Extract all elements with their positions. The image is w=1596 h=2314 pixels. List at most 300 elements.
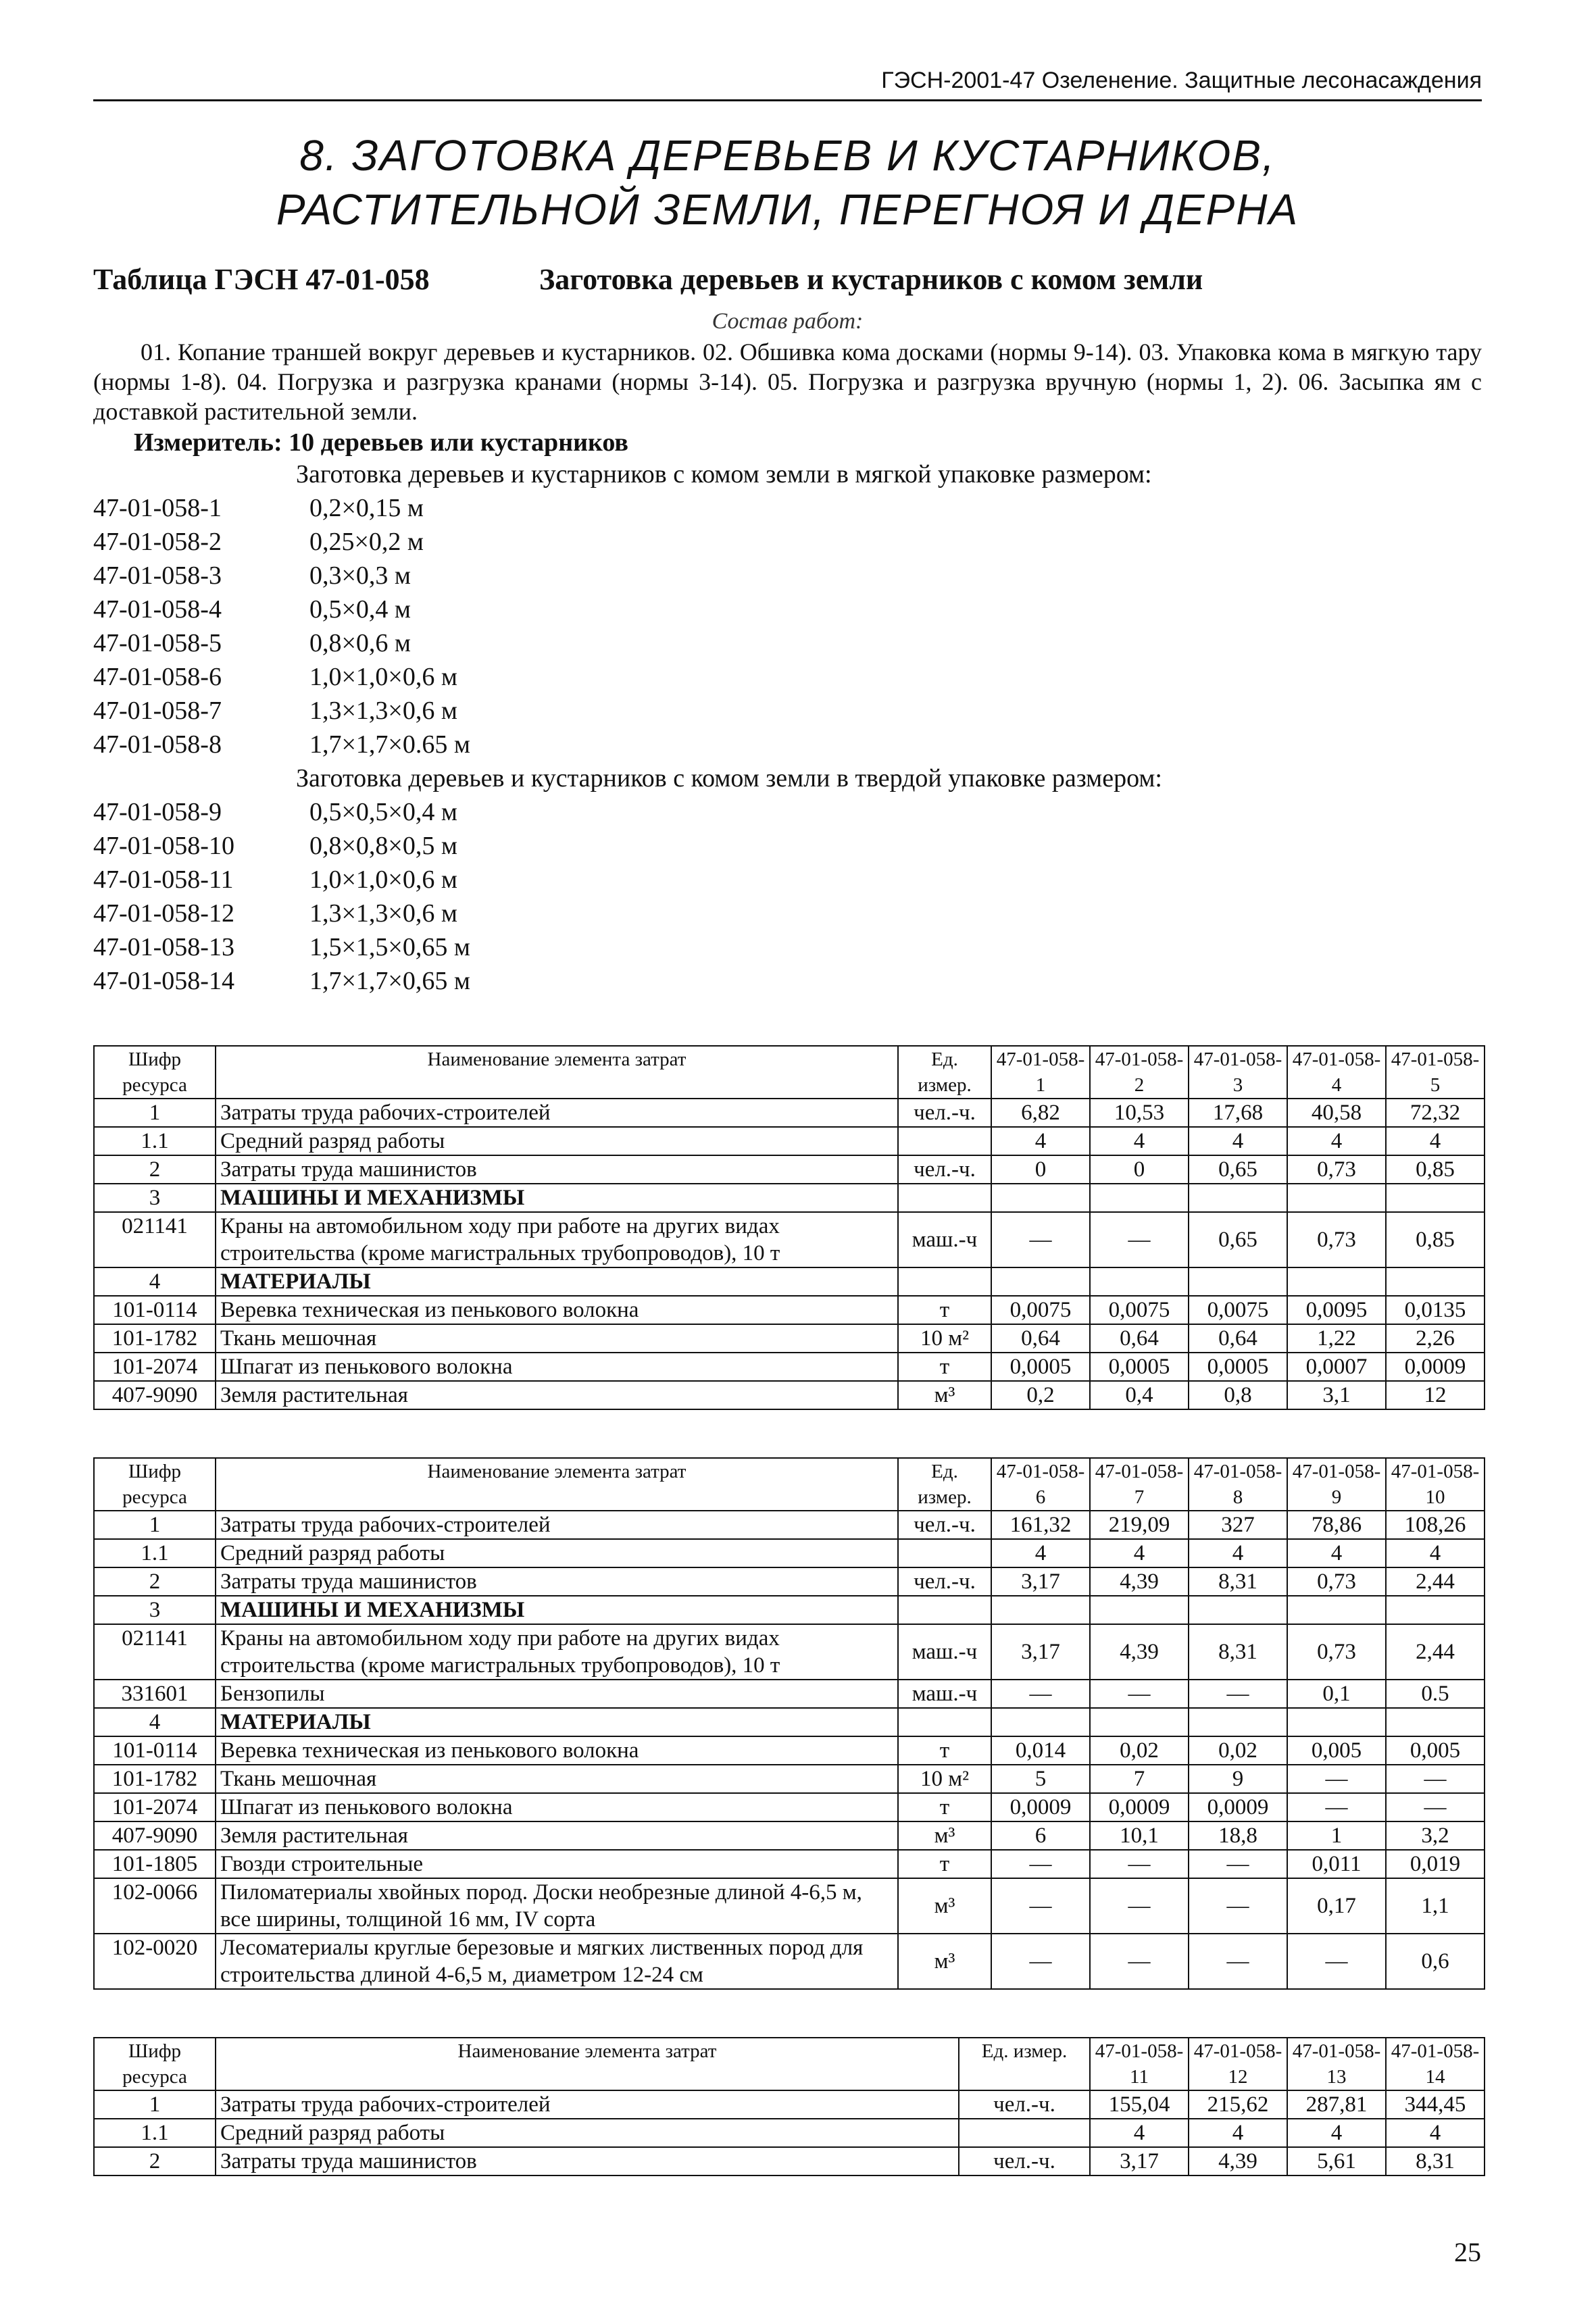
header-norm: 47-01-058-9 bbox=[1287, 1458, 1386, 1511]
value-cell: 0,65 bbox=[1189, 1155, 1287, 1184]
unit-cell: чел.-ч. bbox=[898, 1155, 991, 1184]
header-code: Шифр ресурса bbox=[94, 2038, 216, 2090]
value-cell: 0,0135 bbox=[1386, 1296, 1485, 1324]
norm-item bbox=[93, 795, 1482, 829]
value-cell bbox=[1189, 1596, 1287, 1624]
value-cell: — bbox=[1386, 1793, 1485, 1821]
resource-code: 101-0114 bbox=[94, 1296, 216, 1324]
norm-size: 0,5×0,5×0,4 м bbox=[309, 798, 457, 826]
norm-item bbox=[93, 525, 1482, 559]
resource-name: Затраты труда машинистов bbox=[216, 2147, 959, 2175]
value-cell: 0,4 bbox=[1090, 1381, 1189, 1409]
resource-name: Бензопилы bbox=[216, 1680, 898, 1708]
header-norm: 47-01-058-7 bbox=[1090, 1458, 1189, 1511]
value-cell: 0,0075 bbox=[991, 1296, 1090, 1324]
header-norm: 47-01-058-11 bbox=[1090, 2038, 1189, 2090]
table-row bbox=[94, 1765, 1485, 1793]
value-cell: 10,1 bbox=[1090, 1821, 1189, 1850]
value-cell: 155,04 bbox=[1090, 2090, 1189, 2119]
value-cell: — bbox=[1189, 1934, 1287, 1989]
norm-code: 47-01-058-7 bbox=[93, 697, 222, 725]
norm-code: 47-01-058-4 bbox=[93, 595, 222, 624]
unit-cell: 10 м² bbox=[898, 1324, 991, 1353]
value-cell bbox=[1189, 1267, 1287, 1296]
value-cell bbox=[991, 1596, 1090, 1624]
resource-table bbox=[93, 2037, 1485, 2176]
value-cell: 327 bbox=[1189, 1511, 1287, 1539]
norm-code: 47-01-058-10 bbox=[93, 832, 234, 860]
table-row bbox=[94, 2119, 1485, 2147]
resource-name: Средний разряд работы bbox=[216, 1127, 898, 1155]
value-cell: 4 bbox=[1090, 1539, 1189, 1567]
table-name: Заготовка деревьев и кустарников с комом земли bbox=[539, 263, 1203, 296]
value-cell: 4 bbox=[991, 1127, 1090, 1155]
resource-name: Средний разряд работы bbox=[216, 2119, 959, 2147]
table-row bbox=[94, 1821, 1485, 1850]
section-title-line1: 8. ЗАГОТОВКА ДЕРЕВЬЕВ И КУСТАРНИКОВ, bbox=[299, 131, 1276, 180]
value-cell bbox=[1189, 1184, 1287, 1212]
document-page bbox=[93, 68, 1482, 2176]
resource-name: Затраты труда машинистов bbox=[216, 1155, 898, 1184]
value-cell: 4,39 bbox=[1090, 1567, 1189, 1596]
value-cell: 3,2 bbox=[1386, 1821, 1485, 1850]
header-unit: Ед. измер. bbox=[898, 1458, 991, 1511]
value-cell: 17,68 bbox=[1189, 1099, 1287, 1127]
unit-cell bbox=[898, 1596, 991, 1624]
value-cell: 0,0005 bbox=[1189, 1353, 1287, 1381]
value-cell: 4 bbox=[1287, 1539, 1386, 1567]
resource-name: Затраты труда рабочих-строителей bbox=[216, 2090, 959, 2119]
value-cell: 0 bbox=[1090, 1155, 1189, 1184]
resource-name: Затраты труда рабочих-строителей bbox=[216, 1511, 898, 1539]
table-row bbox=[94, 1934, 1485, 1989]
value-cell: 4 bbox=[1090, 2119, 1189, 2147]
header-norm: 47-01-058-2 bbox=[1090, 1046, 1189, 1099]
value-cell: — bbox=[991, 1850, 1090, 1878]
section-row bbox=[94, 1184, 1485, 1212]
value-cell: 0,8 bbox=[1189, 1381, 1287, 1409]
header-norm: 47-01-058-10 bbox=[1386, 1458, 1485, 1511]
header-unit: Ед. измер. bbox=[898, 1046, 991, 1099]
norm-item bbox=[93, 897, 1482, 930]
value-cell: 0,85 bbox=[1386, 1212, 1485, 1267]
value-cell: — bbox=[1090, 1680, 1189, 1708]
norm-code: 47-01-058-3 bbox=[93, 561, 222, 590]
header-norm: 47-01-058-8 bbox=[1189, 1458, 1287, 1511]
norm-size: 0,2×0,15 м bbox=[309, 494, 424, 522]
table-row bbox=[94, 1381, 1485, 1409]
header-name: Наименование элемента затрат bbox=[216, 1046, 898, 1099]
value-cell: 0,0075 bbox=[1189, 1296, 1287, 1324]
value-cell bbox=[1287, 1596, 1386, 1624]
value-cell: 12 bbox=[1386, 1381, 1485, 1409]
value-cell: 1 bbox=[1287, 1821, 1386, 1850]
resource-name: Ткань мешочная bbox=[216, 1765, 898, 1793]
value-cell: — bbox=[1090, 1934, 1189, 1989]
resource-code: 2 bbox=[94, 2147, 216, 2175]
value-cell: — bbox=[991, 1212, 1090, 1267]
value-cell: — bbox=[1189, 1850, 1287, 1878]
resource-name: Лесоматериалы круглые березовые и мягких лиственных пород для строительства длиной 4-6,5 м, диаметром 12-24 см bbox=[216, 1934, 898, 1989]
unit-cell bbox=[898, 1539, 991, 1567]
norm-item bbox=[93, 626, 1482, 660]
composition-text: 01. Копание траншей вокруг деревьев и кустарников. 02. Обшивка кома досками (нормы 9-14). 03. Упаковка кома в мягкую тару (нормы 1-8). 04. Погрузка и разгрузка кранами (нормы 3-14). 05. Погрузка и разгрузка вручную (нормы 1, 2). 06. Засыпка ям с доставкой растительной земли. bbox=[93, 338, 1482, 425]
table-row bbox=[94, 1296, 1485, 1324]
norm-code: 47-01-058-6 bbox=[93, 663, 222, 691]
table-row bbox=[94, 2090, 1485, 2119]
norm-item bbox=[93, 728, 1482, 761]
value-cell: 72,32 bbox=[1386, 1099, 1485, 1127]
table-row bbox=[94, 2147, 1485, 2175]
value-cell: 3,1 bbox=[1287, 1381, 1386, 1409]
table-row bbox=[94, 1736, 1485, 1765]
value-cell: 108,26 bbox=[1386, 1511, 1485, 1539]
value-cell: 0,73 bbox=[1287, 1624, 1386, 1680]
norm-item bbox=[93, 964, 1482, 998]
value-cell bbox=[1090, 1267, 1189, 1296]
section-name: МАШИНЫ И МЕХАНИЗМЫ bbox=[216, 1184, 898, 1212]
table-row bbox=[94, 1624, 1485, 1680]
table-header-row bbox=[94, 1046, 1485, 1099]
resource-name: Земля растительная bbox=[216, 1821, 898, 1850]
unit-cell: т bbox=[898, 1850, 991, 1878]
value-cell: 3,17 bbox=[1090, 2147, 1189, 2175]
norm-size: 0,3×0,3 м bbox=[309, 561, 411, 590]
unit-cell: чел.-ч. bbox=[959, 2147, 1090, 2175]
unit-cell: м³ bbox=[898, 1934, 991, 1989]
table-row bbox=[94, 1511, 1485, 1539]
resource-code: 101-1782 bbox=[94, 1324, 216, 1353]
resource-code: 4 bbox=[94, 1267, 216, 1296]
norm-size: 0,25×0,2 м bbox=[309, 528, 424, 556]
norm-code: 47-01-058-12 bbox=[93, 899, 234, 928]
value-cell: 4 bbox=[991, 1539, 1090, 1567]
value-cell: — bbox=[1090, 1878, 1189, 1934]
value-cell bbox=[1386, 1267, 1485, 1296]
norm-code: 47-01-058-11 bbox=[93, 865, 234, 894]
unit-cell: маш.-ч bbox=[898, 1624, 991, 1680]
value-cell: 161,32 bbox=[991, 1511, 1090, 1539]
group1-title: Заготовка деревьев и кустарников с комом земли в мягкой упаковке размером: bbox=[296, 460, 1152, 488]
value-cell bbox=[1287, 1267, 1386, 1296]
norm-size: 1,5×1,5×0,65 м bbox=[309, 933, 470, 961]
resource-code: 1 bbox=[94, 1511, 216, 1539]
section-row bbox=[94, 1708, 1485, 1736]
value-cell: 0,0095 bbox=[1287, 1296, 1386, 1324]
table-row bbox=[94, 1793, 1485, 1821]
unit-cell bbox=[898, 1267, 991, 1296]
value-cell: 78,86 bbox=[1287, 1511, 1386, 1539]
norm-size: 1,7×1,7×0.65 м bbox=[309, 730, 470, 759]
section-row bbox=[94, 1596, 1485, 1624]
table-header-row bbox=[94, 2038, 1485, 2090]
unit-cell: м³ bbox=[898, 1821, 991, 1850]
value-cell: 0,0005 bbox=[1090, 1353, 1189, 1381]
section-name: МАТЕРИАЛЫ bbox=[216, 1267, 898, 1296]
value-cell: 344,45 bbox=[1386, 2090, 1485, 2119]
unit-cell: т bbox=[898, 1296, 991, 1324]
value-cell: 0,1 bbox=[1287, 1680, 1386, 1708]
value-cell: 0,2 bbox=[991, 1381, 1090, 1409]
resource-code: 101-2074 bbox=[94, 1353, 216, 1381]
value-cell bbox=[991, 1267, 1090, 1296]
unit-cell: чел.-ч. bbox=[959, 2090, 1090, 2119]
norm-item bbox=[93, 930, 1482, 964]
value-cell: 1,22 bbox=[1287, 1324, 1386, 1353]
value-cell: 4 bbox=[1189, 1539, 1287, 1567]
table-row bbox=[94, 1212, 1485, 1267]
value-cell: 0,005 bbox=[1287, 1736, 1386, 1765]
value-cell bbox=[1090, 1596, 1189, 1624]
header-code: Шифр ресурса bbox=[94, 1046, 216, 1099]
value-cell: 2,26 bbox=[1386, 1324, 1485, 1353]
resource-tables bbox=[93, 1045, 1482, 2176]
header-norm: 47-01-058-4 bbox=[1287, 1046, 1386, 1099]
header-norm: 47-01-058-13 bbox=[1287, 2038, 1386, 2090]
value-cell: 4 bbox=[1386, 1127, 1485, 1155]
resource-code: 101-1805 bbox=[94, 1850, 216, 1878]
resource-name: Затраты труда рабочих-строителей bbox=[216, 1099, 898, 1127]
value-cell: 0,64 bbox=[991, 1324, 1090, 1353]
value-cell: 18,8 bbox=[1189, 1821, 1287, 1850]
value-cell: 0,0009 bbox=[1386, 1353, 1485, 1381]
header-norm: 47-01-058-6 bbox=[991, 1458, 1090, 1511]
unit-cell bbox=[898, 1127, 991, 1155]
value-cell: 0,0009 bbox=[1090, 1793, 1189, 1821]
header-code: Шифр ресурса bbox=[94, 1458, 216, 1511]
value-cell: 0.5 bbox=[1386, 1680, 1485, 1708]
value-cell: 3,17 bbox=[991, 1567, 1090, 1596]
value-cell bbox=[1090, 1184, 1189, 1212]
norm-size: 1,3×1,3×0,6 м bbox=[309, 899, 457, 928]
resource-code: 101-2074 bbox=[94, 1793, 216, 1821]
value-cell: 0,85 bbox=[1386, 1155, 1485, 1184]
resource-code: 021141 bbox=[94, 1212, 216, 1267]
value-cell: — bbox=[991, 1878, 1090, 1934]
resource-code: 021141 bbox=[94, 1624, 216, 1680]
value-cell: 0,02 bbox=[1189, 1736, 1287, 1765]
resource-code: 1 bbox=[94, 1099, 216, 1127]
value-cell: 4 bbox=[1287, 1127, 1386, 1155]
meter: Измеритель: 10 деревьев или кустарников bbox=[134, 428, 628, 457]
value-cell: 2,44 bbox=[1386, 1567, 1485, 1596]
value-cell: — bbox=[1287, 1934, 1386, 1989]
norm-item bbox=[93, 863, 1482, 897]
group2-title: Заготовка деревьев и кустарников с комом земли в твердой упаковке размером: bbox=[296, 764, 1162, 793]
value-cell bbox=[991, 1184, 1090, 1212]
norm-size: 0,8×0,8×0,5 м bbox=[309, 832, 457, 860]
value-cell: 0,64 bbox=[1189, 1324, 1287, 1353]
value-cell: 7 bbox=[1090, 1765, 1189, 1793]
value-cell: 5 bbox=[991, 1765, 1090, 1793]
section-title-line2: РАСТИТЕЛЬНОЙ ЗЕМЛИ, ПЕРЕГНОЯ И ДЕРНА bbox=[276, 185, 1299, 234]
norm-code: 47-01-058-14 bbox=[93, 967, 234, 995]
resource-code: 101-0114 bbox=[94, 1736, 216, 1765]
norm-list-hard bbox=[93, 795, 1482, 998]
norm-code: 47-01-058-13 bbox=[93, 933, 234, 961]
value-cell: — bbox=[991, 1680, 1090, 1708]
value-cell: 8,31 bbox=[1189, 1624, 1287, 1680]
value-cell: 0,02 bbox=[1090, 1736, 1189, 1765]
header-norm: 47-01-058-12 bbox=[1189, 2038, 1287, 2090]
value-cell: — bbox=[1287, 1793, 1386, 1821]
value-cell: 8,31 bbox=[1386, 2147, 1485, 2175]
norm-code: 47-01-058-1 bbox=[93, 494, 222, 522]
unit-cell bbox=[898, 1184, 991, 1212]
norm-item bbox=[93, 491, 1482, 525]
header-norm: 47-01-058-3 bbox=[1189, 1046, 1287, 1099]
resource-code: 3 bbox=[94, 1184, 216, 1212]
norm-size: 1,0×1,0×0,6 м bbox=[309, 663, 457, 691]
header-norm: 47-01-058-1 bbox=[991, 1046, 1090, 1099]
unit-cell: т bbox=[898, 1793, 991, 1821]
resource-name: Веревка техническая из пенькового волокна bbox=[216, 1296, 898, 1324]
table-row bbox=[94, 1680, 1485, 1708]
value-cell: 219,09 bbox=[1090, 1511, 1189, 1539]
value-cell: 1,1 bbox=[1386, 1878, 1485, 1934]
value-cell: 10,53 bbox=[1090, 1099, 1189, 1127]
value-cell: 0,73 bbox=[1287, 1212, 1386, 1267]
value-cell: 4 bbox=[1287, 2119, 1386, 2147]
table-row bbox=[94, 1155, 1485, 1184]
value-cell: 0,0007 bbox=[1287, 1353, 1386, 1381]
value-cell bbox=[1287, 1184, 1386, 1212]
value-cell: — bbox=[1287, 1765, 1386, 1793]
resource-name: Веревка техническая из пенькового волокна bbox=[216, 1736, 898, 1765]
resource-name: Земля растительная bbox=[216, 1381, 898, 1409]
norm-item bbox=[93, 829, 1482, 863]
value-cell: 0,0009 bbox=[1189, 1793, 1287, 1821]
value-cell: 0,64 bbox=[1090, 1324, 1189, 1353]
value-cell: 0,0075 bbox=[1090, 1296, 1189, 1324]
table-row bbox=[94, 1127, 1485, 1155]
resource-name: Краны на автомобильном ходу при работе на других видах строительства (кроме магистральных трубопроводов), 10 т bbox=[216, 1624, 898, 1680]
value-cell: 2,44 bbox=[1386, 1624, 1485, 1680]
unit-cell: м³ bbox=[898, 1381, 991, 1409]
resource-code: 1.1 bbox=[94, 1127, 216, 1155]
value-cell: 5,61 bbox=[1287, 2147, 1386, 2175]
value-cell: 0,0005 bbox=[991, 1353, 1090, 1381]
norm-size: 0,5×0,4 м bbox=[309, 595, 411, 624]
header-name: Наименование элемента затрат bbox=[216, 1458, 898, 1511]
value-cell bbox=[1386, 1596, 1485, 1624]
value-cell: 4,39 bbox=[1189, 2147, 1287, 2175]
resource-code: 4 bbox=[94, 1708, 216, 1736]
unit-cell: чел.-ч. bbox=[898, 1511, 991, 1539]
value-cell: 4,39 bbox=[1090, 1624, 1189, 1680]
value-cell: 0,0009 bbox=[991, 1793, 1090, 1821]
value-cell: 4 bbox=[1386, 2119, 1485, 2147]
section-name: МАТЕРИАЛЫ bbox=[216, 1708, 898, 1736]
norm-code: 47-01-058-5 bbox=[93, 629, 222, 657]
norm-item bbox=[93, 559, 1482, 593]
resource-code: 102-0066 bbox=[94, 1878, 216, 1934]
unit-cell bbox=[898, 1708, 991, 1736]
resource-code: 2 bbox=[94, 1567, 216, 1596]
section-title bbox=[93, 128, 1482, 236]
unit-cell bbox=[959, 2119, 1090, 2147]
value-cell: 0 bbox=[991, 1155, 1090, 1184]
norm-item bbox=[93, 694, 1482, 728]
norm-item bbox=[93, 660, 1482, 694]
table-row bbox=[94, 1567, 1485, 1596]
value-cell: 9 bbox=[1189, 1765, 1287, 1793]
norm-code: 47-01-058-9 bbox=[93, 798, 222, 826]
resource-name: Гвозди строительные bbox=[216, 1850, 898, 1878]
value-cell bbox=[1287, 1708, 1386, 1736]
value-cell: 4 bbox=[1386, 1539, 1485, 1567]
unit-cell: м³ bbox=[898, 1878, 991, 1934]
resource-name: Краны на автомобильном ходу при работе на других видах строительства (кроме магистральных трубопроводов), 10 т bbox=[216, 1212, 898, 1267]
page-number: 25 bbox=[1454, 2237, 1481, 2267]
norm-size: 1,3×1,3×0,6 м bbox=[309, 697, 457, 725]
value-cell: 4 bbox=[1189, 2119, 1287, 2147]
resource-code: 331601 bbox=[94, 1680, 216, 1708]
value-cell bbox=[1386, 1708, 1485, 1736]
value-cell: 0,17 bbox=[1287, 1878, 1386, 1934]
running-header: ГЭСН-2001-47 Озеленение. Защитные лесонасаждения bbox=[93, 68, 1482, 101]
resource-code: 102-0020 bbox=[94, 1934, 216, 1989]
norm-item bbox=[93, 593, 1482, 626]
resource-code: 1.1 bbox=[94, 2119, 216, 2147]
resource-code: 101-1782 bbox=[94, 1765, 216, 1793]
table-header-row bbox=[94, 1458, 1485, 1511]
header-name: Наименование элемента затрат bbox=[216, 2038, 959, 2090]
value-cell: 6 bbox=[991, 1821, 1090, 1850]
value-cell bbox=[1090, 1708, 1189, 1736]
resource-table bbox=[93, 1457, 1485, 1990]
norm-code: 47-01-058-2 bbox=[93, 528, 222, 556]
resource-name: Средний разряд работы bbox=[216, 1539, 898, 1567]
value-cell: 0,005 bbox=[1386, 1736, 1485, 1765]
value-cell: 287,81 bbox=[1287, 2090, 1386, 2119]
value-cell: — bbox=[991, 1934, 1090, 1989]
header-norm: 47-01-058-14 bbox=[1386, 2038, 1485, 2090]
resource-name: Ткань мешочная bbox=[216, 1324, 898, 1353]
unit-cell: чел.-ч. bbox=[898, 1567, 991, 1596]
value-cell: 4 bbox=[1189, 1127, 1287, 1155]
resource-code: 1.1 bbox=[94, 1539, 216, 1567]
table-row bbox=[94, 1850, 1485, 1878]
value-cell: — bbox=[1090, 1850, 1189, 1878]
unit-cell: маш.-ч bbox=[898, 1212, 991, 1267]
header-norm: 47-01-058-5 bbox=[1386, 1046, 1485, 1099]
table-row bbox=[94, 1099, 1485, 1127]
resource-name: Шпагат из пенькового волокна bbox=[216, 1353, 898, 1381]
value-cell: 0,014 bbox=[991, 1736, 1090, 1765]
table-row bbox=[94, 1878, 1485, 1934]
value-cell: — bbox=[1090, 1212, 1189, 1267]
table-heading bbox=[93, 262, 1482, 297]
resource-table bbox=[93, 1045, 1485, 1410]
unit-cell: т bbox=[898, 1736, 991, 1765]
value-cell: 6,82 bbox=[991, 1099, 1090, 1127]
section-row bbox=[94, 1267, 1485, 1296]
resource-name: Пиломатериалы хвойных пород. Доски необрезные длиной 4-6,5 м, все ширины, толщиной 16 мм, IV сорта bbox=[216, 1878, 898, 1934]
value-cell: 4 bbox=[1090, 1127, 1189, 1155]
value-cell: 0,73 bbox=[1287, 1155, 1386, 1184]
value-cell: 0,011 bbox=[1287, 1850, 1386, 1878]
unit-cell: маш.-ч bbox=[898, 1680, 991, 1708]
value-cell: 0,73 bbox=[1287, 1567, 1386, 1596]
value-cell: 0,019 bbox=[1386, 1850, 1485, 1878]
value-cell: — bbox=[1189, 1680, 1287, 1708]
norm-size: 1,7×1,7×0,65 м bbox=[309, 967, 470, 995]
value-cell: — bbox=[1189, 1878, 1287, 1934]
value-cell bbox=[1189, 1708, 1287, 1736]
value-cell: 40,58 bbox=[1287, 1099, 1386, 1127]
norm-list-soft bbox=[93, 491, 1482, 761]
